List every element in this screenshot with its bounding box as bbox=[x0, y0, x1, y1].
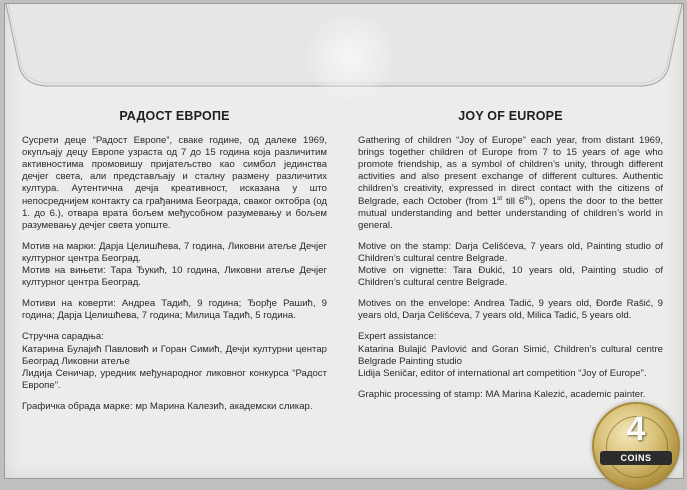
english-expert-1: Katarina Bulajić Pavlović and Goran Simić, Children’s cultural centre Belgrade Painting studio bbox=[358, 343, 663, 367]
serbian-envelope-motives: Мотиви на коверти: Андреа Тадић, 9 година; Ђорђе Рашић, 9 година; Дарја Целишћева, 7 година; Милица Тадић, 5 година. bbox=[22, 298, 327, 322]
english-title: JOY OF EUROPE bbox=[458, 109, 563, 123]
english-vignette-motive: Motive on vignette: Tara Đukić, 10 years old, Painting studio of Children’s cultural centre Belgrade. bbox=[358, 265, 663, 289]
serbian-intro: Сусрети деце “Радост Европе”, сваке године, од далеке 1969, окупљају децу Европе узраста од 7 до 15 година која различитим активностима промовишу пријатељство као симбол јединства дечјег света, али представљају и сталну размену различитих култура. Аутентична дечја креативност, исказана у што непосреднијем контакту са грађанима Београда, сваког октобра (од 1. до 6.), отвара врата бољем међусобном разумевању и бољем разумевању дечјег света уопште. bbox=[22, 135, 327, 231]
english-intro-sup-1: st bbox=[497, 194, 503, 202]
coins-watermark-logo bbox=[592, 402, 680, 490]
embossed-seal bbox=[305, 12, 395, 102]
english-stamp-motive: Motive on the stamp: Darja Celišćeva, 7 years old, Painting studio of Children’s cultural centre Belgrade. bbox=[358, 240, 663, 264]
serbian-expert-title: Стручна сарадња: bbox=[22, 331, 104, 343]
english-envelope-motives: Motives on the envelope: Andrea Tadić, 9 years old, Đorđe Rašić, 9 years old, Darja Celišćeva, 7 years old, Milica Tadić, 5 years old. bbox=[358, 298, 663, 322]
serbian-stamp-motive: Мотив на марки: Дарја Целишћева, 7 година, Ликовни атеље Дечјег културног центра Београд. bbox=[22, 240, 327, 264]
serbian-title: РАДОСТ ЕВРОПЕ bbox=[119, 109, 230, 123]
coin-number: 4 bbox=[626, 410, 646, 448]
english-intro-sup-2: th bbox=[524, 194, 530, 202]
envelope-back bbox=[4, 3, 684, 479]
coin-label: COINS bbox=[600, 451, 672, 465]
serbian-vignette-motive: Мотив на вињети: Тара Ђукић, 10 година, Ликовни атеље Дечјег културног центра Београд. bbox=[22, 265, 327, 289]
english-intro bbox=[358, 135, 663, 232]
english-intro-part-a: Gathering of children “Joy of Europe” each year, from distant 1969, brings together children of Europe from 7 to 15 years of age who promote friendship, as a symbol of children’s unity, through different activities and also present exchange of different cultures. Authentic children’s creativity, expressed in direct contact with the citizens of Belgrade, each October (from 1 bbox=[358, 135, 663, 207]
english-expert-title: Expert assistance: bbox=[358, 331, 437, 343]
english-intro-part-c: ), opens the door to the better mutual understanding and better understanding of children’s world in general. bbox=[358, 195, 663, 231]
serbian-expert-1: Катарина Булајић Павловић и Горан Симић, Дечји културни центар Београд Ликовни атеље bbox=[22, 343, 327, 367]
english-expert-2: Lidija Seničar, editor of international art competition “Joy of Europe”. bbox=[358, 367, 647, 379]
english-graphic-processing: Graphic processing of stamp: MA Marina Kalezić, academic painter. bbox=[358, 388, 646, 400]
serbian-graphic-processing: Графичка обрада марке: мр Марина Калезић, академски сликар. bbox=[22, 400, 313, 412]
serbian-expert-2: Лидија Сеничар, уредник међународног ликовног конкурса “Радост Европе”. bbox=[22, 367, 327, 391]
english-intro-part-b: till 6 bbox=[502, 195, 525, 207]
english-text-column bbox=[358, 104, 663, 410]
serbian-text-column bbox=[22, 104, 327, 422]
